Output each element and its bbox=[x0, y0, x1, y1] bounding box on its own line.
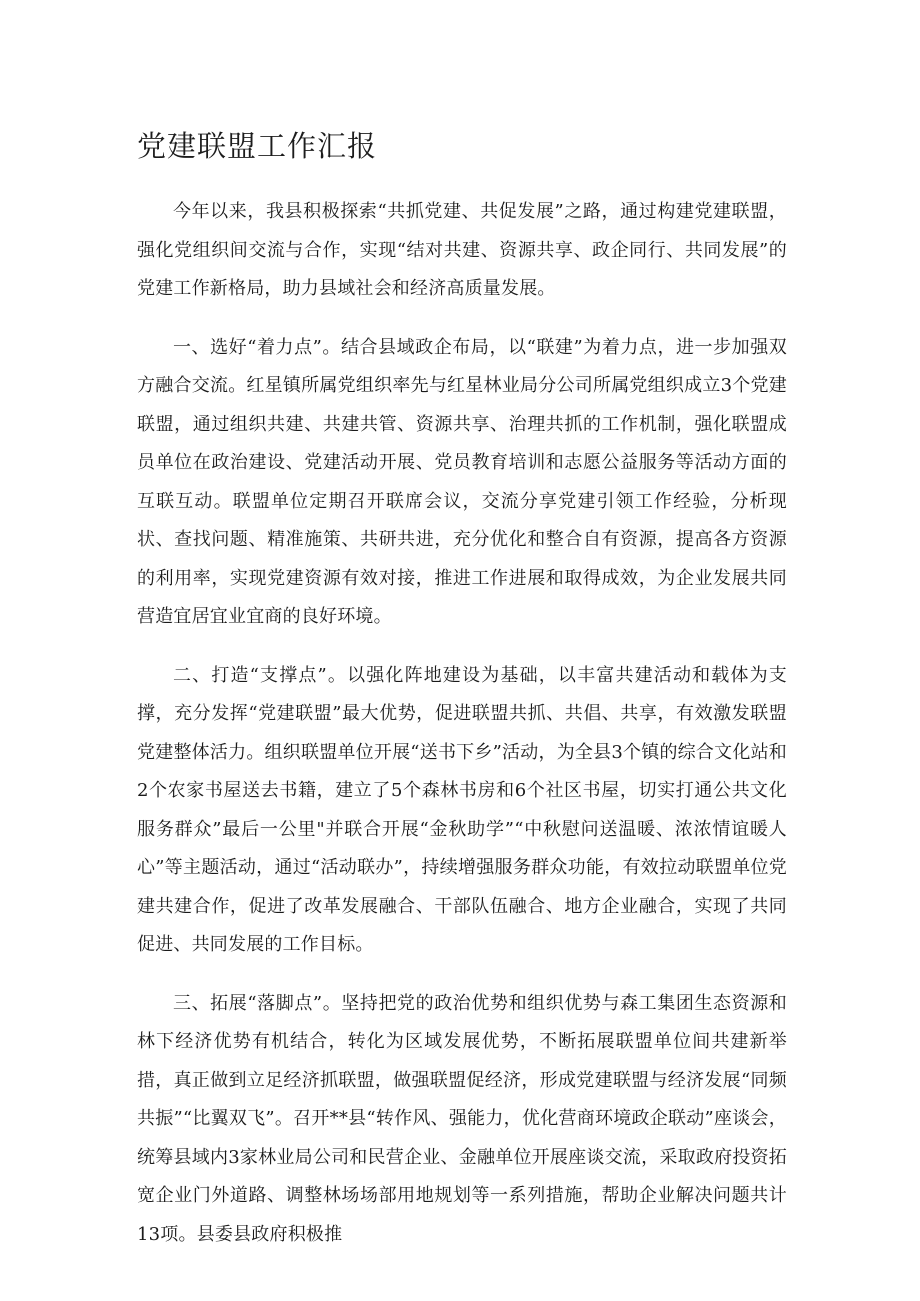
document-body bbox=[137, 193, 787, 1274]
intro-paragraph: 今年以来，我县积极探索“共抓党建、共促发展”之路，通过构建党建联盟，强化党组织间交流与合作，实现“结对共建、资源共享、政企同行、共同发展”的党建工作新格局，助力县域社会和经济高质量发展。 bbox=[137, 201, 787, 299]
section-one-paragraph: 一、选好“着力点”。结合县域政企布局，以“联建”为着力点，进一步加强双方融合交流。红星镇所属党组织率先与红星林业局分公司所属党组织成立3个党建联盟，通过组织共建、共建共管、资源共享、治理共抓的工作机制，强化联盟成员单位在政治建设、党建活动开展、党员教育培训和志愿公益服务等活动方面的互联互动。联盟单位定期召开联席会议，交流分享党建引领工作经验，分析现状、查找问题、精准施策、共研共进，充分优化和整合自有资源，提高各方资源的利用率，实现党建资源有效对接，推进工作进展和取得成效，为企业发展共同营造宜居宜业宜商的良好环境。 bbox=[137, 336, 787, 627]
document-title: 党建联盟工作汇报 bbox=[137, 129, 378, 163]
section-three-paragraph: 三、拓展“落脚点”。坚持把党的政治优势和组织优势与森工集团生态资源和林下经济优势有机结合，转化为区域发展优势，不断拓展联盟单位间共建新举措，真正做到立足经济抓联盟，做强联盟促经济，形成党建联盟与经济发展“同频共振”“比翼双飞”。召开**县“转作风、强能力，优化营商环境政企联动”座谈会，统筹县域内3家林业局公司和民营企业、金融单位开展座谈交流，采取政府投资拓宽企业门外道路、调整林场场部用地规划等一系列措施，帮助企业解决问题共计13项。县委县政府积极推 bbox=[137, 992, 787, 1245]
section-two-paragraph: 二、打造“支撑点”。以强化阵地建设为基础，以丰富共建活动和载体为支撑，充分发挥“党建联盟”最大优势，促进联盟共抓、共倡、共享，有效激发联盟党建整体活力。组织联盟单位开展“送书下乡”活动，为全县3个镇的综合文化站和2个农家书屋送去书籍，建立了5个森林书房和6个社区书屋，切实打通公共文化服务群众”最后一公里"并联合开展“金秋助学”“中秋慰问送温暖、浓浓情谊暖人心”等主题活动，通过“活动联办”，持续增强服务群众功能，有效拉动联盟单位党建共建合作，促进了改革发展融合、干部队伍融合、地方企业融合，实现了共同促进、共同发展的工作目标。 bbox=[137, 664, 787, 955]
